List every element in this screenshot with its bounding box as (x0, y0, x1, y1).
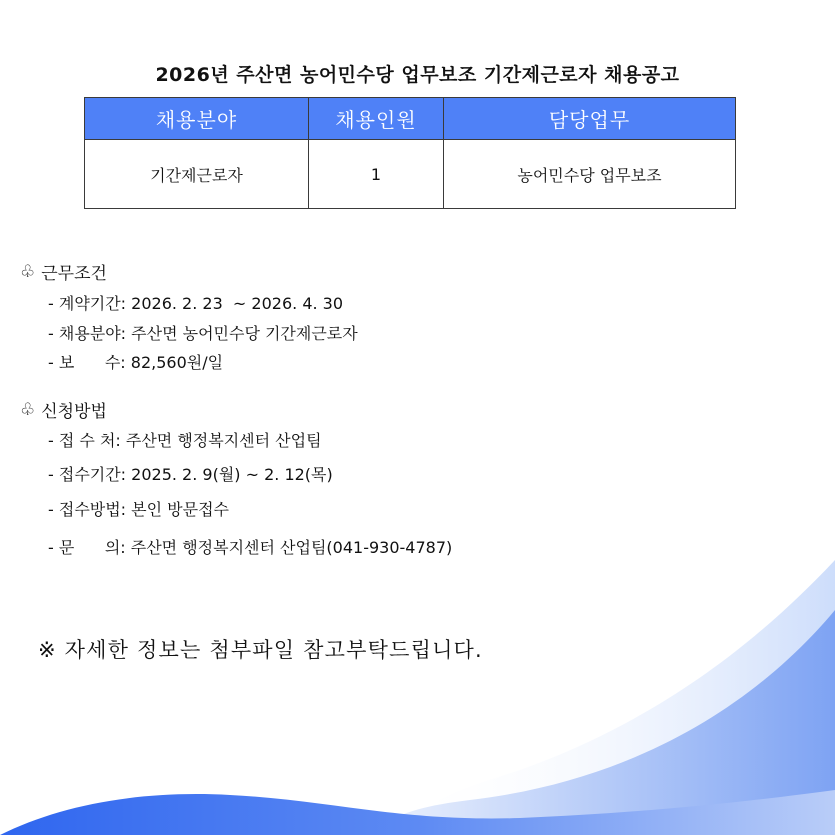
cell-duty: 농어민수당 업무보조 (444, 140, 736, 209)
club-icon: ♧ (20, 399, 36, 420)
list-item: - 접수방법: 본인 방문접수 (48, 500, 229, 519)
recruitment-table (84, 97, 736, 209)
list-item: - 채용분야: 주산면 농어민수당 기간제근로자 (48, 324, 358, 343)
cell-headcount: 1 (309, 140, 444, 209)
cell-field: 기간제근로자 (85, 140, 309, 209)
work-conditions-section (20, 259, 107, 284)
header-headcount: 채용인원 (309, 98, 444, 140)
work-conditions-heading (20, 259, 107, 284)
table-header-row (85, 98, 736, 140)
attachment-notice: ※ 자세한 정보는 첨부파일 참고부탁드립니다. (38, 638, 483, 662)
work-conditions-title: 근무조건 (41, 264, 107, 284)
application-section (20, 397, 107, 422)
application-title: 신청방법 (41, 402, 107, 422)
list-item: - 문 의: 주산면 행정복지센터 산업팀(041-930-4787) (48, 538, 453, 557)
list-item: - 접 수 처: 주산면 행정복지센터 산업팀 (48, 431, 322, 450)
list-item: - 보 수: 82,560원/일 (48, 353, 224, 372)
header-field: 채용분야 (85, 98, 309, 140)
club-icon: ♧ (20, 261, 36, 282)
list-item: - 계약기간: 2026. 2. 23 ~ 2026. 4. 30 (48, 294, 344, 313)
page-title: 2026년 주산면 농어민수당 업무보조 기간제근로자 채용공고 (155, 64, 680, 86)
header-duty: 담당업무 (444, 98, 736, 140)
application-heading (20, 397, 107, 422)
table-row (85, 140, 736, 209)
list-item: - 접수기간: 2025. 2. 9(월) ~ 2. 12(목) (48, 465, 333, 484)
